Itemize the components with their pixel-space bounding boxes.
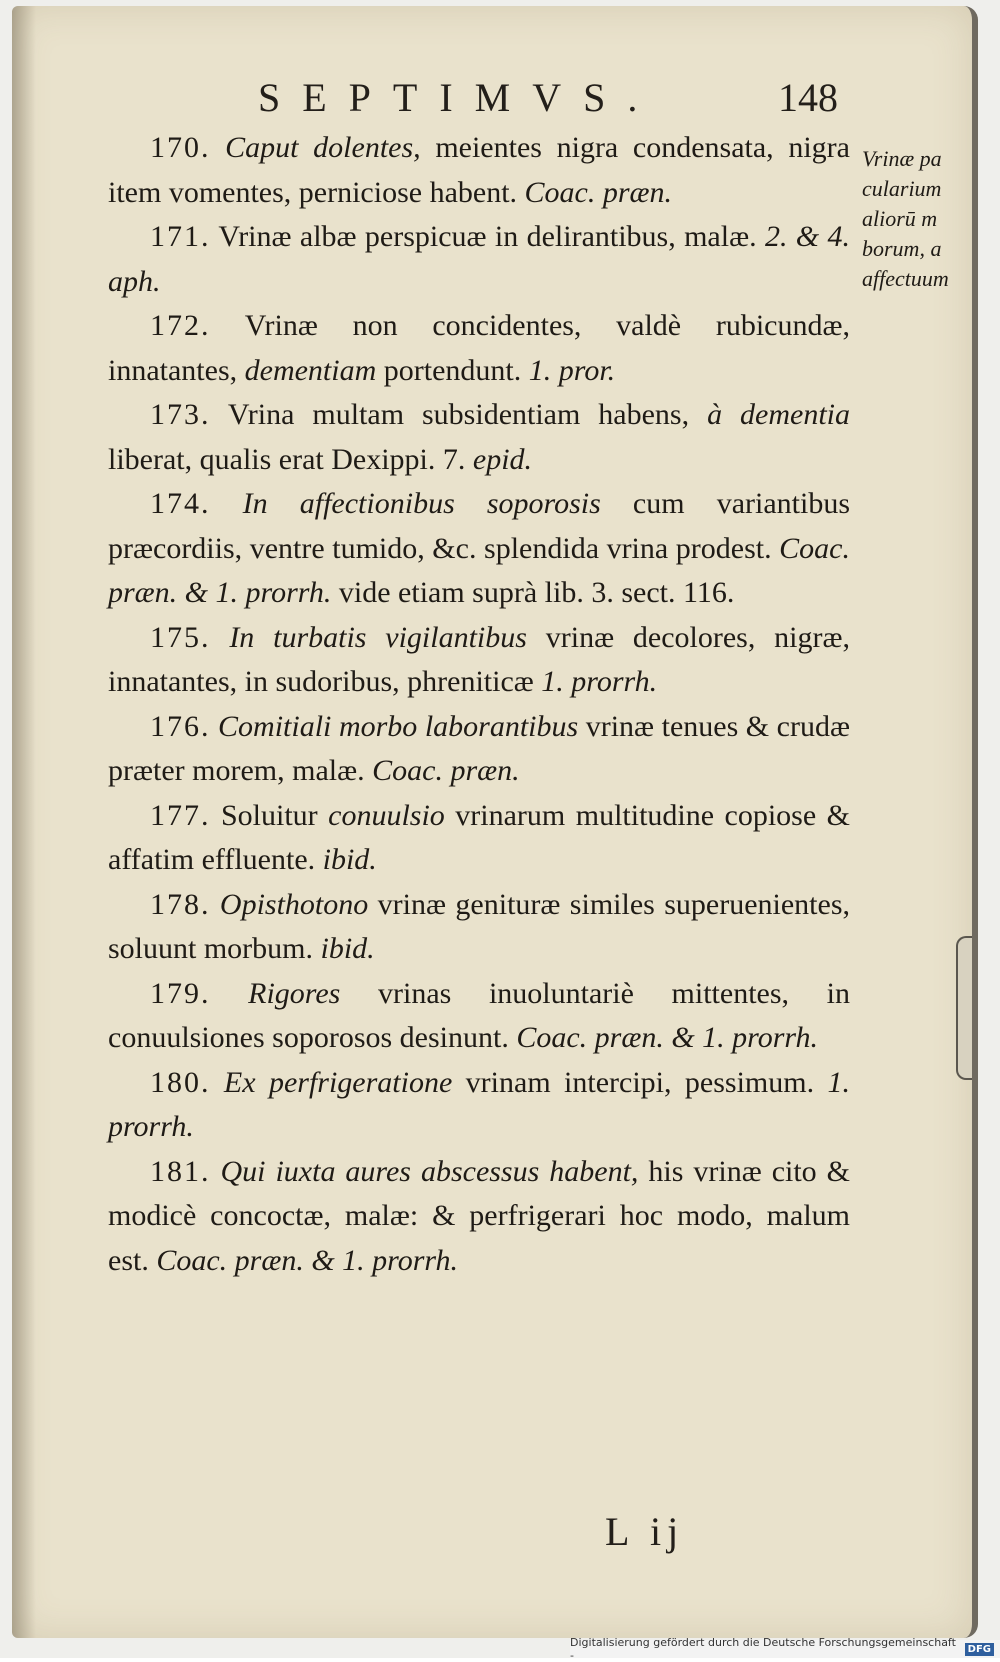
digitization-footer [570, 1636, 1000, 1662]
italic-text: Comitiali morbo laborantibus [218, 709, 579, 743]
entry-text: vrinas inuoluntariè mittentes, in conuulsiones soporosos desinunt. [108, 976, 851, 1054]
entry-number: 178. [150, 887, 211, 921]
entry-174 [108, 482, 850, 616]
italic-text: à dementia [707, 398, 850, 431]
entry-text: Soluitur [220, 798, 329, 832]
main-text [108, 126, 850, 1283]
entry-text: portendunt. [376, 353, 529, 387]
entry-173 [108, 393, 850, 482]
entry-text: Vrinæ albæ perspicuæ in delirantibus, malæ. [218, 220, 765, 253]
entry-176 [108, 705, 850, 794]
entry-text: his vrinæ cito & modicè concoctæ, malæ: & perfrigerari hoc modo, malum est. [108, 1154, 850, 1277]
dfg-logo: DFG [965, 1643, 994, 1656]
page-number: 148 [778, 75, 838, 120]
italic-text: Coac. præn. [524, 175, 673, 209]
entry-number: 175. [150, 620, 211, 654]
entry-text: liberat, qualis erat Dexippi. 7. [108, 442, 473, 476]
entry-number: 179. [150, 976, 211, 1010]
entry-number: 172. [150, 309, 211, 342]
italic-text: Coac. præn. [372, 754, 520, 787]
italic-text: 2. & 4. aph. [108, 220, 851, 298]
entry-170 [108, 126, 850, 215]
marginal-note-line: Vrinæ pa [862, 146, 942, 171]
marginal-note [862, 144, 972, 294]
italic-text: Coac. præn. & 1. prorrh. [108, 531, 850, 609]
entry-number: 177. [150, 798, 211, 832]
entry-text: vrinam intercipi, pessimum. [452, 1065, 828, 1099]
italic-text: ibid. [320, 932, 375, 965]
entry-text: Vrina multam subsidentiam habens, [227, 398, 708, 431]
entry-text: vrinæ genituræ similes superuenientes, soluunt morbum. [108, 887, 850, 965]
entry-179 [108, 972, 850, 1061]
italic-text: Qui iuxta aures abscessus habent, [220, 1154, 639, 1188]
entry-number: 170. [150, 131, 211, 164]
italic-text: Rigores [248, 976, 341, 1010]
signature-mark: L ij [605, 1509, 685, 1554]
italic-text: Coac. præn. & 1. prorrh. [516, 1021, 819, 1054]
footer-credit: Digitalisierung gefördert durch die Deutsche Forschungsgemeinschaft - [570, 1636, 956, 1662]
italic-text: 1. pror. [528, 353, 616, 387]
italic-text: Caput dolentes, [225, 131, 421, 164]
entry-number: 173. [150, 398, 211, 431]
italic-text: 1. prorrh. [108, 1065, 850, 1143]
italic-text: 1. prorrh. [541, 665, 658, 698]
entry-number: 176. [150, 709, 211, 743]
entry-text: vrinæ tenues & crudæ præter morem, malæ. [108, 709, 850, 787]
italic-text: Ex perfrigeratione [223, 1065, 453, 1099]
marginal-note-line: aliorū m [862, 206, 938, 231]
italic-text: dementiam [244, 353, 377, 387]
marginal-note-line: borum, a [862, 236, 942, 261]
italic-text: Opisthotono [219, 887, 369, 921]
marginal-note-line: affectuum [862, 266, 949, 291]
entry-text: Vrinæ non concidentes, valdè rubicundæ, innatantes, [108, 309, 850, 387]
entry-175 [108, 616, 850, 705]
italic-text: conuulsio [328, 798, 445, 832]
entry-text: vrinarum multitudine copiose & affatim effluente. [108, 798, 850, 876]
entry-180 [108, 1061, 850, 1150]
italic-text: Coac. præn. & 1. prorrh. [156, 1243, 459, 1277]
italic-text: In turbatis vigilantibus [229, 620, 527, 654]
gutter-shadow [12, 6, 36, 1638]
entry-177 [108, 794, 850, 883]
italic-text: epid. [472, 442, 533, 476]
entry-text: cum variantibus præcordiis, ventre tumido, &c. splendida vrina prodest. [108, 487, 851, 565]
entry-181 [108, 1150, 850, 1284]
entry-172 [108, 304, 850, 393]
marginal-note-line: cularium [862, 176, 942, 201]
entry-178 [108, 883, 850, 972]
entry-number: 180. [150, 1065, 211, 1099]
entry-number: 181. [150, 1154, 211, 1188]
entry-number: 174. [150, 487, 211, 520]
entry-number: 171. [150, 220, 211, 253]
entry-text: vrinæ decolores, nigræ, innatantes, in sudoribus, phreniticæ [108, 620, 850, 698]
entry-171 [108, 215, 850, 304]
page-edge-tab [956, 936, 972, 1080]
running-head: SEPTIMVS. [258, 75, 660, 120]
italic-text: In affectionibus soporosis [242, 487, 601, 520]
entry-text: meientes nigra condensata, nigra item vomentes, perniciose habent. [108, 131, 850, 209]
entry-text: vide etiam suprà lib. 3. sect. 116. [331, 576, 735, 609]
italic-text: ibid. [322, 843, 377, 876]
